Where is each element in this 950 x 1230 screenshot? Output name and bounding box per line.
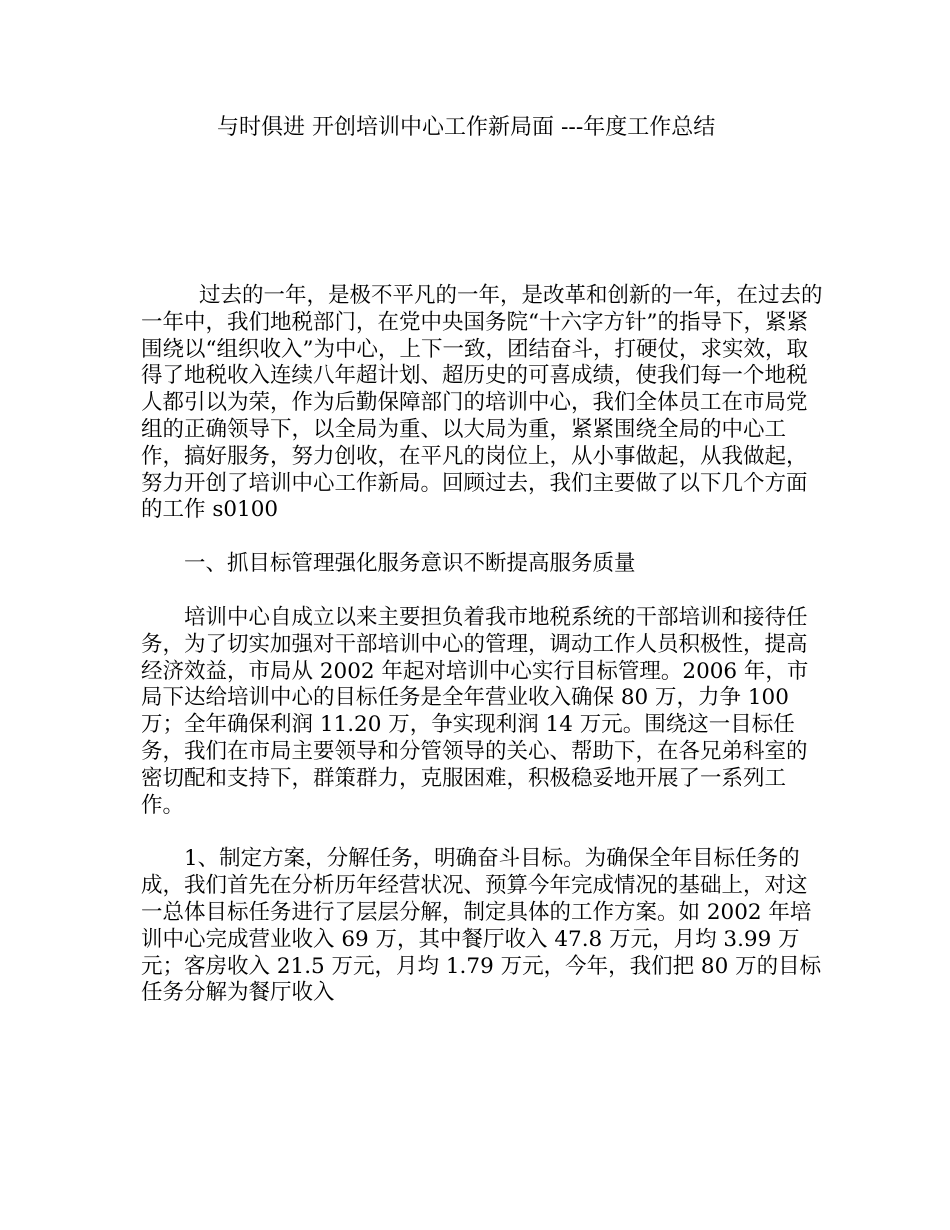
document-title: 与时俱进 开创培训中心工作新局面 ---年度工作总结: [217, 115, 716, 140]
document-body: [141, 283, 827, 1007]
paragraph-plan-breakdown: 1、制定方案，分解任务，明确奋斗目标。为确保全年目标任务的成，我们首先在分析历年经营状况、预算今年完成情况的基础上，对这一总体目标任务进行了层层分解，制定具体的工作方案。如 2002 年培训中心完成营业收入 69 万，其中餐厅收入 47.8 万元，月均 3.99 万元；客房收入 21.5 万元，月均 1.79 万元，今年，我们把 80 万的目标任务分解为餐厅收入: [141, 846, 822, 1006]
paragraph-intro: 过去的一年，是极不平凡的一年，是改革和创新的一年，在过去的一年中，我们地税部门，在党中央国务院“十六字方针”的指导下，紧紧围绕以“组织收入”为中心，上下一致，团结奋斗，打硬仗，求实效，取得了地税收入连续八年超计划、超历史的可喜成绩，使我们每一个地税人都引以为荣，作为后勤保障部门的培训中心，我们全体员工在市局党组的正确领导下，以全局为重、以大局为重，紧紧围绕全局的中心工作，搞好服务，努力创收，在平凡的岗位上，从小事做起，从我做起，努力开创了培训中心工作新局。回顾过去，我们主要做了以下几个方面的工作 s0100: [141, 283, 823, 523]
section-heading-1: 一、抓目标管理强化服务意识不断提高服务质量: [184, 551, 636, 577]
paragraph-target-management: 培训中心自成立以来主要担负着我市地税系统的干部培训和接待任务，为了切实加强对干部培训中心的管理，调动工作人员积极性，提高经济效益，市局从 2002 年起对培训中心实行目标管理。2006 年，市局下达给培训中心的目标任务是全年营业收入确保 80 万，力争 100 万；全年确保利润 11.20 万，争实现利润 14 万元。围绕这一目标任务，我们在市局主要领导和分管领导的关心、帮助下，在各兄弟科室的密切配和支持下，群策群力，克服困难，积极稳妥地开展了一系列工作。: [141, 604, 809, 818]
